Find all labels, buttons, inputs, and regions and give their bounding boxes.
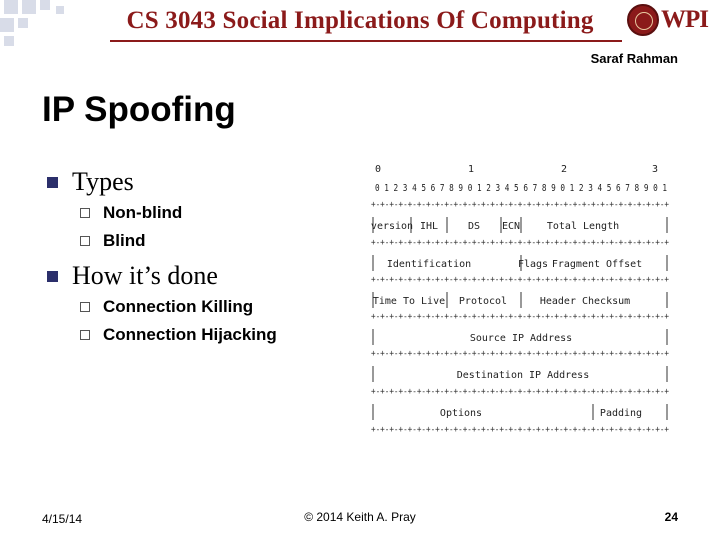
field-header-checksum: Header Checksum	[539, 296, 631, 307]
bit-tens-2: 2	[561, 164, 568, 175]
separator-line: +-+-+-+-+-+-+-+-+-+-+-+-+-+-+-+-+-+-+-+-+-+-+-+-+-+-+-+-+-+-+-+-+	[371, 387, 670, 397]
field-source-ip-address: Source IP Address	[469, 333, 573, 344]
field-fragment-offset: Fragment Offset	[551, 259, 643, 270]
field-flags: Flags	[517, 259, 549, 270]
field-version: version	[370, 221, 414, 232]
field-ihl: IHL	[419, 221, 439, 232]
bullet-list	[44, 165, 344, 349]
bit-units-row: 0 1 2 3 4 5 6 7 8 9 0 1 2 3 4 5 6 7 8 9 0 1 2 3 4 5 6 7 8 9 0 1	[375, 183, 667, 194]
field-ds: DS	[467, 221, 481, 232]
hollow-square-bullet-icon	[80, 302, 90, 312]
separator-line: +-+-+-+-+-+-+-+-+-+-+-+-+-+-+-+-+-+-+-+-+-+-+-+-+-+-+-+-+-+-+-+-+	[371, 238, 670, 248]
wpi-seal-icon	[627, 4, 659, 36]
bullet-text: How it’s done	[72, 261, 218, 290]
field-options: Options	[439, 408, 483, 419]
bit-tens-1: 1	[468, 164, 475, 175]
bullet-text: Types	[72, 167, 134, 196]
bit-tens-0: 0	[375, 164, 382, 175]
page-number: 24	[664, 510, 678, 524]
hollow-square-bullet-icon	[80, 330, 90, 340]
sub-bullet-text: Blind	[103, 231, 146, 250]
footer-copyright: © 2014 Keith A. Pray	[304, 510, 416, 524]
sub-bullet-text: Connection Killing	[103, 297, 254, 316]
field-protocol: Protocol	[458, 296, 508, 307]
field-identification: Identification	[386, 259, 472, 270]
separator-line: +-+-+-+-+-+-+-+-+-+-+-+-+-+-+-+-+-+-+-+-+-+-+-+-+-+-+-+-+-+-+-+-+	[371, 312, 670, 322]
field-total-length: Total Length	[546, 221, 620, 232]
bullet-how-its-done	[44, 259, 344, 293]
sub-bullet-connection-hijacking	[44, 321, 344, 349]
ip-header-diagram	[371, 160, 671, 440]
course-title: CS 3043 Social Implications Of Computing	[126, 7, 594, 34]
square-bullet-icon	[47, 177, 58, 188]
sub-bullet-non-blind	[44, 199, 344, 227]
field-ecn: ECN	[501, 221, 521, 232]
separator-line: +-+-+-+-+-+-+-+-+-+-+-+-+-+-+-+-+-+-+-+-+-+-+-+-+-+-+-+-+-+-+-+-+	[371, 200, 670, 210]
wpi-logo-text: WPI	[661, 6, 708, 33]
footer-date: 4/15/14	[42, 512, 83, 526]
sub-bullet-text: Connection Hijacking	[103, 325, 277, 344]
wpi-logo	[627, 4, 715, 40]
field-time-to-live: Time To Live	[372, 296, 446, 307]
square-bullet-icon	[47, 271, 58, 282]
bullet-types	[44, 165, 344, 199]
hollow-square-bullet-icon	[80, 236, 90, 246]
hollow-square-bullet-icon	[80, 208, 90, 218]
separator-line: +-+-+-+-+-+-+-+-+-+-+-+-+-+-+-+-+-+-+-+-+-+-+-+-+-+-+-+-+-+-+-+-+	[371, 349, 670, 359]
field-padding: Padding	[599, 408, 643, 419]
header-divider	[110, 40, 622, 42]
slide-title: IP Spoofing	[42, 90, 236, 129]
sub-bullet-blind	[44, 227, 344, 255]
field-destination-ip-address: Destination IP Address	[456, 370, 590, 381]
separator-line: +-+-+-+-+-+-+-+-+-+-+-+-+-+-+-+-+-+-+-+-+-+-+-+-+-+-+-+-+-+-+-+-+	[371, 275, 670, 285]
sub-bullet-text: Non-blind	[103, 203, 183, 222]
sub-bullet-connection-killing	[44, 293, 344, 321]
author-name: Saraf Rahman	[590, 51, 678, 66]
separator-line: +-+-+-+-+-+-+-+-+-+-+-+-+-+-+-+-+-+-+-+-+-+-+-+-+-+-+-+-+-+-+-+-+	[371, 425, 670, 435]
bit-tens-3: 3	[652, 164, 659, 175]
